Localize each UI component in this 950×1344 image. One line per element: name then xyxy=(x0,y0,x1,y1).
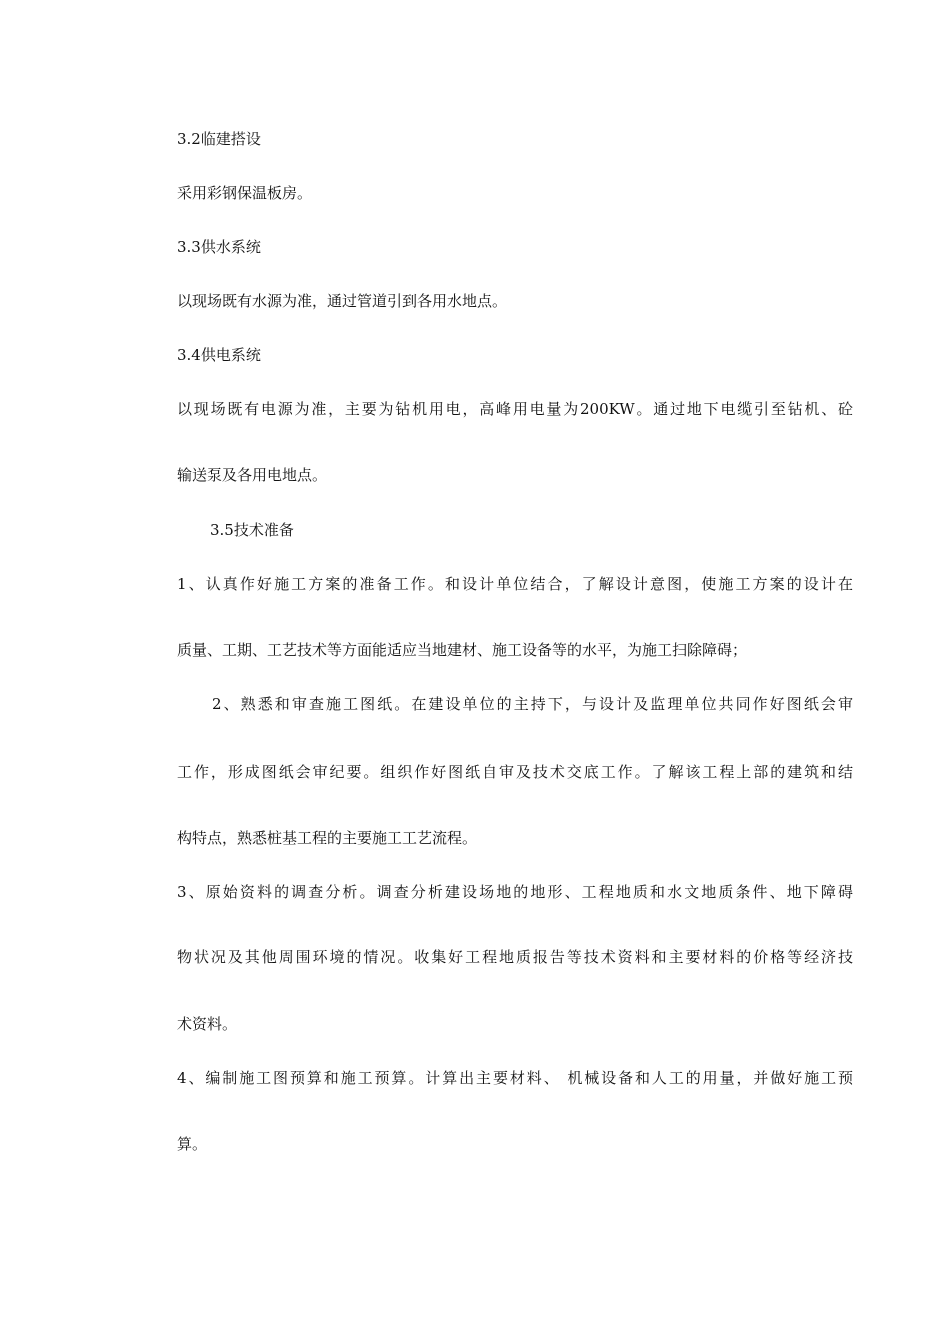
paragraph-line: 采用彩钢保温板房。 xyxy=(177,184,313,202)
paragraph-line: 4、编制施工图预算和施工预算。计算出主要材料、 机械设备和人工的用量，并做好施工预 xyxy=(177,1069,853,1087)
paragraph-line: 以现场既有电源为准，主要为钻机用电，高峰用电量为200KW。通过地下电缆引至钻机、砼 xyxy=(177,400,853,418)
paragraph-line: 工作，形成图纸会审纪要。组织作好图纸自审及技术交底工作。了解该工程上部的建筑和结 xyxy=(177,763,853,781)
paragraph-line: 1、认真作好施工方案的准备工作。和设计单位结合，了解设计意图，使施工方案的设计在 xyxy=(177,575,853,593)
heading-3-3: 3.3供水系统 xyxy=(177,238,261,256)
paragraph-line: 质量、工期、工艺技术等方面能适应当地建材、施工设备等的水平，为施工扫除障碍； xyxy=(177,641,748,659)
paragraph-line: 算。 xyxy=(177,1135,208,1153)
paragraph-line: 构特点，熟悉桩基工程的主要施工工艺流程。 xyxy=(177,829,478,847)
paragraph-line: 3、原始资料的调查分析。调查分析建设场地的地形、工程地质和水文地质条件、地下障碍 xyxy=(177,883,853,901)
paragraph-line: 2、熟悉和审查施工图纸。在建设单位的主持下，与设计及监理单位共同作好图纸会审 xyxy=(212,695,853,713)
paragraph-line: 物状况及其他周围环境的情况。收集好工程地质报告等技术资料和主要材料的价格等经济技 xyxy=(177,948,853,966)
paragraph-line: 以现场既有水源为准，通过管道引到各用水地点。 xyxy=(177,292,508,310)
paragraph-line: 术资料。 xyxy=(177,1015,238,1033)
heading-3-2: 3.2临建搭设 xyxy=(177,130,261,148)
paragraph-line: 输送泵及各用电地点。 xyxy=(177,466,328,484)
heading-3-5: 3.5技术准备 xyxy=(210,521,294,539)
heading-3-4: 3.4供电系统 xyxy=(177,346,261,364)
